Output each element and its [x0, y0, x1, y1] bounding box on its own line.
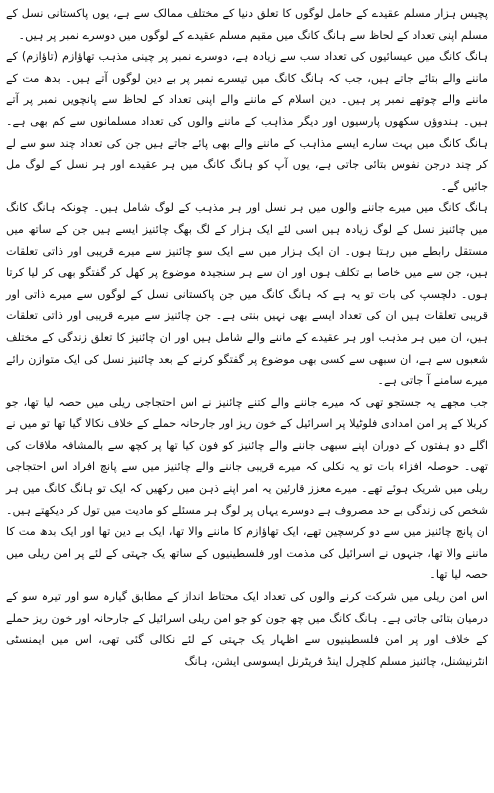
paragraph-muslim-population: پچیس ہزار مسلم عقیدے کے حامل لوگوں کا تعلق دنیا کے مختلف ممالک سے ہے، یوں پاکستانی نسل کے مسلم اپنی تعداد کے لحاظ سے ہانگ کانگ میں مقیم مسلم عقیدے کے لوگوں میں دوسرے نمبر پر ہیں۔ — [6, 7, 488, 42]
paragraph-protest-rally: جب مجھے یہ جستجو تھی کہ میرے جاننے والے کتنے چائنیز نے اس احتجاجی ریلی میں حصہ لیا تھا، جو کربلا کے پر امن امدادی فلوٹیلا پر اسرائیل کے خون ریز اور جارحانہ حملے کے خلاف نکالا گیا تھا تو میں نے اگلے دو ہفتوں کے دوران اپنے سبھی جاننے والے چائنیز کو فون کیا تھا پر کچھ سے بالمشافہ ملاقات کی تھی۔ حوصلہ افزاء بات تو یہ نکلی کہ میرے قریبی جاننے والے چائنیز میں سے پانچ افراد اس احتجاجی ریلی میں شریک ہوئے تھے۔ میرے معزز قارئین یہ امر اپنے ذہن میں رکھیں کہ ایک تو ہانگ کانگ میں ہر شخص کی زندگی بے حد مصروف ہے دوسرے یہاں پر لوگ ہر مسئلے کو مادیت میں تول کر دیکھتے ہیں۔ ان پانچ چائنیز میں سے دو کرسچین تھے، ایک تھاؤازم کا ماننے والا تھا، ایک بے دین تھا اور ایک بدھ مت کا ماننے والا تھا، جنہوں نے اسرائیل کی مذمت اور فلسطینیوں کے ساتھ یک جہتی کے لئے پر امن ریلی میں حصہ لیا تھا۔ — [6, 395, 488, 582]
paragraph-religions-ranking: ہانگ کانگ میں عیسائیوں کی تعداد سب سے زیادہ ہے، دوسرے نمبر پر چینی مذہب تھاؤازم (تاؤازم) کے ماننے والے بتائے جاتے ہیں، جب کہ ہانگ کانگ میں تیسرے نمبر پر بے دین لوگوں آتے ہیں۔ بدھ مت کے ماننے والے چوتھے نمبر پر ہیں۔ دین اسلام کے ماننے والے اپنی تعداد کے لحاظ سے پانچویں نمبر پر آتے ہیں۔ ہندوؤں سکھوں پارسیوں اور دیگر مذاہب کے ماننے والوں کی تعداد مسلمانوں سے کم بھی ہے۔ ہانگ کانگ میں بہت سارے ایسے مذاہب کے ماننے والے بھی پائے جاتے ہیں جن کی تعداد چند سو سے لے کر چند درجن نفوس بتائی جاتی ہے، یوں آپ کو ہانگ کانگ میں ہر عقیدے اور ہر نسل کے لوگ مل جائیں گے۔ — [6, 50, 488, 193]
paragraph-rally-participants: اس امن ریلی میں شرکت کرنے والوں کی تعداد ایک محتاط انداز کے مطابق گیارہ سو اور تیرہ سو کے درمیان بتائی جاتی ہے۔ ہانگ کانگ میں چھ جون کو جو امن ریلی اسرائیل کے جارحانہ اور خون ریز حملے کے خلاف اور پر امن فلسطینیوں سے اظہار یک جہتی کے لئے نکالی گئی تھی، اس میں ایمنسٹی انٹرنیشنل، چائنیز مسلم کلچرل اینڈ فریٹرنل ایسوسی ایشن، ہانگ — [6, 590, 488, 668]
paragraph-chinese-acquaintances: ہانگ کانگ میں میرے جاننے والوں میں ہر نسل اور ہر مذہب کے لوگ شامل ہیں۔ چونکہ ہانگ کانگ میں چائنیز نسل کے لوگ زیادہ ہیں اسی لئے ایک ہزار کے لگ بھگ چائنیز ایسے ہیں جن کے ساتھ میں مستقل رابطے میں رہتا ہوں۔ ان ایک ہزار میں سے ایک سو چائنیز سے میرے قریبی اور ذاتی تعلقات ہیں، جن سے میں خاصا بے تکلف ہوں اور ان سے ہر سنجیدہ موضوع پر کھل کر گفتگو بھی کر لیا کرتا ہوں۔ دلچسپ کی بات تو یہ ہے کہ ہانگ کانگ میں جن پاکستانی نسل کے لوگوں سے میرے ذاتی اور قریبی تعلقات ہیں ان کی تعداد ایسے بھی نہیں بنتی ہے۔ جن چائنیز سے میرے قریبی اور ذاتی تعلقات ہیں، ان میں ہر مذہب اور ہر عقیدے کے ماننے والے شامل ہیں اور ان چائنیز کا تعلق زندگی کے مختلف شعبوں سے ہے، ان سبھی سے کسی بھی موضوع پر گفتگو کرنے کے بعد چائنیز نسل کی ایک متوازن رائے میرے سامنے آ جاتی ہے۔ — [6, 201, 488, 388]
